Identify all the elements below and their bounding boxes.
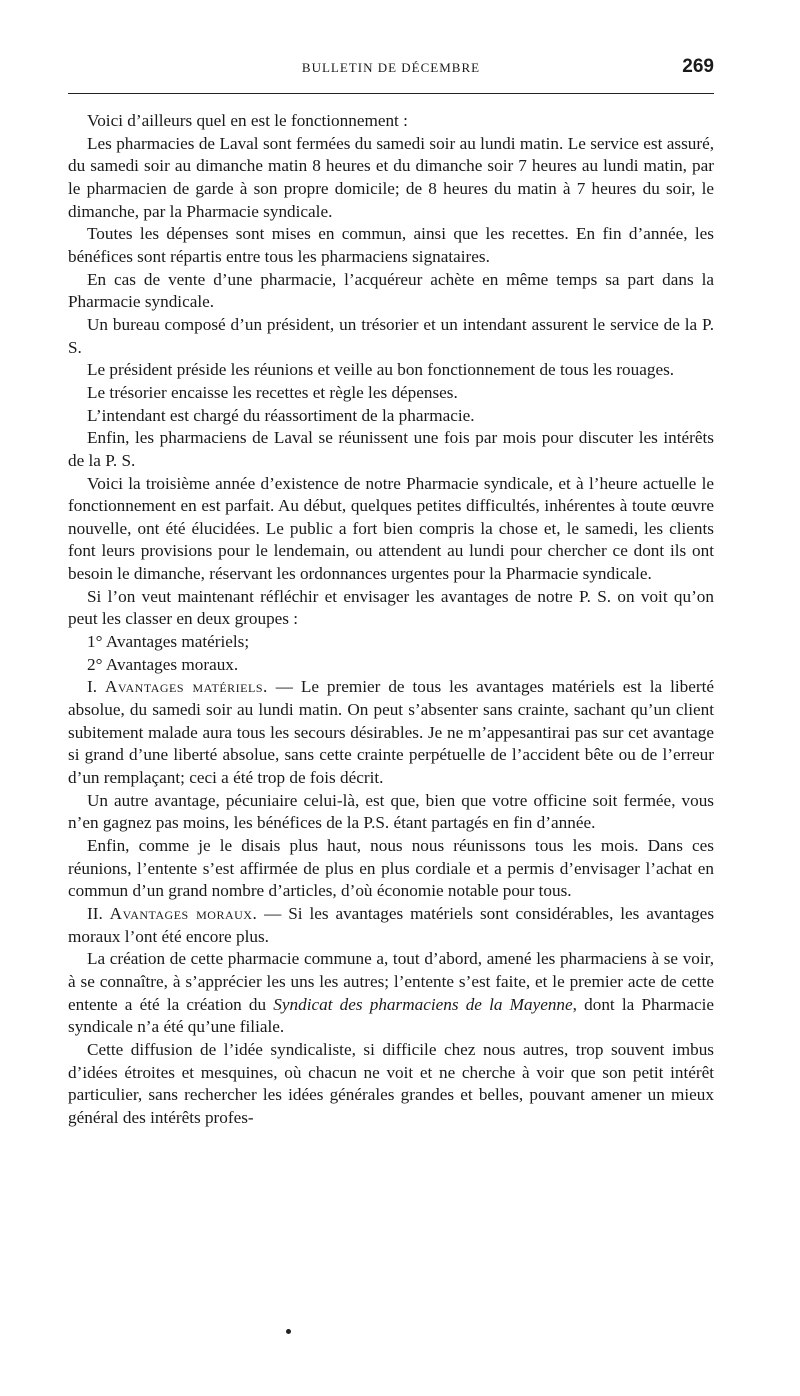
paragraph: Cette diffusion de l’idée syndicaliste, si difficile chez nous autres, trop souvent imbus d’idées étroites et mesquines, où chacun ne voit et ne cherche à voir que son petit intérêt particulier, sans rechercher les idées générales grandes et belles, pouvant amener un mieux général des intérêts profes-	[68, 1039, 714, 1127]
syndicate-name: Syndicat des pharmaciens de la Mayenne	[273, 994, 573, 1014]
section-1-paragraph	[68, 676, 714, 789]
creation-text-before: La création de cette pharmacie commune a, tout d’abord, amené les pharmaciens à se voir, à se connaître, à s’apprécier les uns les autres; l’entente s’est faite, et le premier acte de cette entente a été la création du	[68, 949, 714, 1014]
paragraph: Le trésorier encaisse les recettes et règle les dépenses.	[87, 382, 458, 402]
text-body	[68, 110, 714, 1130]
paragraph: Un bureau composé d’un président, un trésorier et un intendant assurent le service de la P. S.	[68, 314, 714, 357]
page-header	[68, 56, 714, 84]
section-1-heading: Avantages matériels.	[104, 677, 268, 697]
page-number: 269	[682, 56, 714, 77]
paragraph: Les pharmacies de Laval sont fermées du samedi soir au lundi matin. Le service est assuré, du samedi soir au dimanche matin 8 heures et du dimanche soir 7 heures au lundi matin, par le pharmacien de garde à son propre domicile; de 8 heures du matin à 7 heures du soir, le dimanche, par la Pharmacie syndicale.	[68, 133, 714, 221]
section-1-number: I.	[87, 677, 98, 697]
list-item: 2° Avantages moraux.	[87, 654, 239, 674]
section-2-number: II.	[87, 903, 103, 923]
paragraph: Le président préside les réunions et veille au bon fonctionnement de tous les rouages.	[87, 360, 675, 380]
paragraph: En cas de vente d’une pharmacie, l’acquéreur achète en même temps sa part dans la Pharmacie syndicale.	[68, 269, 714, 312]
running-title: BULLETIN DE DÉCEMBRE	[301, 60, 481, 75]
header-rule	[68, 93, 714, 94]
paragraph: Voici la troisième année d’existence de notre Pharmacie syndicale, et à l’heure actuelle le fonctionnement en est parfait. Au début, quelques petites difficultés, inhérentes à toute œuvre nouvelle, ont été élucidées. Le public a fort bien compris la chose et, le samedi, les clients font leurs provisions pour le lendemain, ou attendent au lundi pour chercher ce dont ils ont besoin le dimanche, réservant les ordonnances urgentes pour la Pharmacie syndicale.	[68, 473, 714, 584]
paragraph: L’intendant est chargé du réassortiment de la pharmacie.	[87, 405, 475, 425]
section-2-text: — Si les avantages matériels sont considérables, les avantages moraux l’ont été encore plus.	[68, 903, 715, 946]
paragraph: Voici d’ailleurs quel en est le fonctionnement :	[87, 111, 408, 130]
section-2-heading: Avantages moraux.	[109, 903, 258, 923]
section-2-paragraph	[68, 903, 714, 948]
list-item: 1° Avantages matériels;	[87, 632, 250, 652]
paragraph: Un autre avantage, pécuniaire celui-là, est que, bien que votre officine soit fermée, vous n’en gagnez pas moins, les bénéfices de la P.S. étant partagés en fin d’année.	[68, 790, 714, 833]
bullet-dot	[286, 1329, 291, 1334]
paragraph-creation	[68, 948, 714, 1039]
section-1-text: — Le premier de tous les avantages matériels est la liberté absolue, du samedi soir au lundi matin. On peut s’absenter sans crainte, sachant qu’un client subitement malade aura tous les secours désirables. Je ne m’appesantirai pas sur cet avantage si grand d’une liberté absolue, sans cette crainte perpétuelle de l’accident bête ou de l’erreur d’un remplaçant; ceci a été trop de fois décrit.	[68, 677, 715, 788]
paragraph: Toutes les dépenses sont mises en commun, ainsi que les recettes. En fin d’année, les bénéfices sont répartis entre tous les pharmaciens signataires.	[68, 224, 714, 266]
paragraph: Enfin, les pharmaciens de Laval se réunissent une fois par mois pour discuter les intérêts de la P. S.	[68, 428, 714, 470]
paragraph: Si l’on veut maintenant réfléchir et envisager les avantages de notre P. S. on voit qu’on peut les classer en deux groupes :	[68, 586, 714, 629]
creation-text-after: , dont la Pharmacie syndicale n’a été qu’une filiale.	[68, 994, 714, 1037]
paragraph: Enfin, comme je le disais plus haut, nous nous réunissons tous les mois. Dans ces réunions, l’entente s’est affirmée de plus en plus cordiale et a permis d’envisager l’achat en commun d’un grand nombre d’articles, d’où économie notable pour tous.	[68, 836, 714, 901]
